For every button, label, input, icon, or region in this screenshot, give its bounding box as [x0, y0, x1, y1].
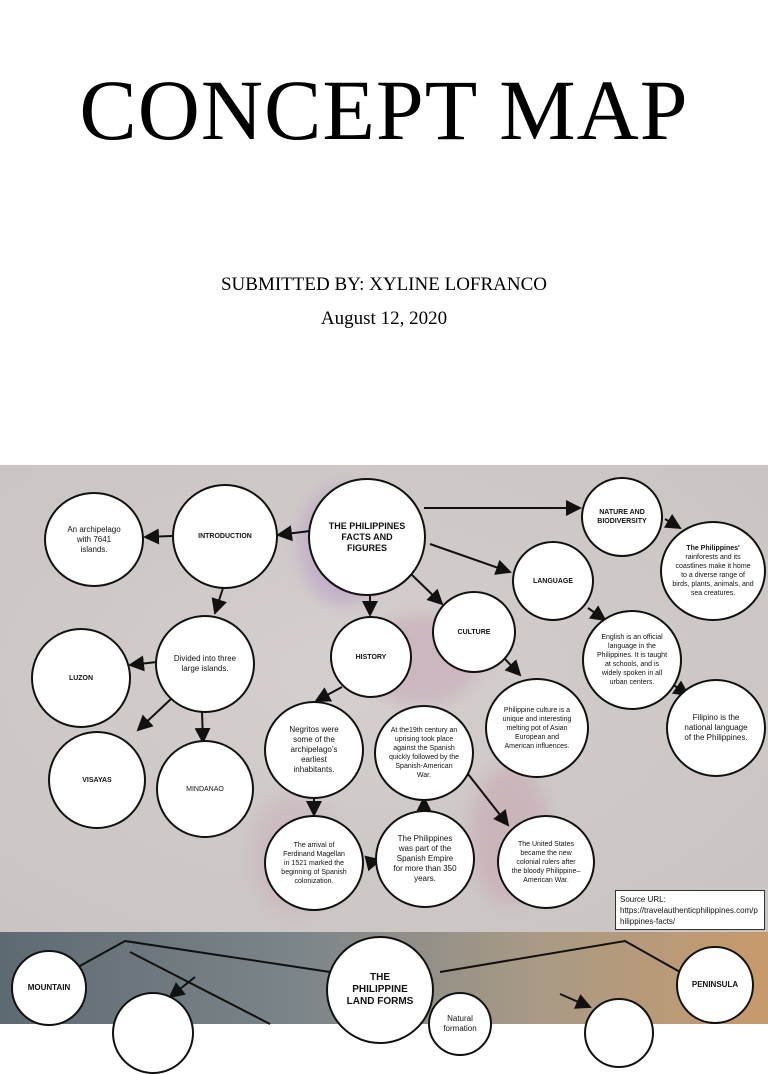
archipelago-node: An archipelago with 7641 islands.: [44, 492, 144, 587]
mountain-node: MOUNTAIN: [11, 950, 87, 1026]
land-forms-child-node: [584, 998, 654, 1068]
source-url[interactable]: https://travelauthenticphilippines.com/philippines-facts/: [620, 906, 758, 926]
land-forms-center-node: THE PHILIPPINE LAND FORMS: [326, 936, 434, 1044]
culture-node: CULTURE: [432, 591, 516, 673]
submission-date: August 12, 2020: [320, 308, 448, 329]
introduction-node: INTRODUCTION: [172, 484, 278, 589]
english-node: English is an official language in the Philippines. It is taught at schools, and is widely spoken in all urban centers.: [582, 610, 682, 710]
nature-biodiversity-node: NATURE AND BIODIVERSITY: [581, 477, 663, 557]
rainforests-node: The Philippines' rainforests and its coastlines make it home to a diverse range of birds, plants, animals, and sea creatures.: [660, 521, 766, 621]
source-label: Source URL:: [620, 895, 666, 904]
land-forms-panel: [0, 932, 768, 1033]
filipino-node: Filipino is the national language of the Philippines.: [666, 679, 766, 777]
spanish-empire-node: The Philippines was part of the Spanish Empire for more than 350 years.: [375, 810, 475, 908]
divided-islands-node: Divided into three large islands.: [155, 615, 255, 713]
source-url-box: [615, 890, 765, 930]
uprising-node: At the19th century an uprising took place against the Spanish quickly followed by the Spanish-American War.: [374, 705, 474, 801]
center-topic-node: THE PHILIPPINES FACTS AND FIGURES: [308, 478, 426, 596]
magellan-node: The arrival of Ferdinand Magellan in 1521 marked the beginning of Spanish colonization.: [264, 815, 364, 911]
history-node: HISTORY: [330, 616, 412, 698]
submitted-by: SUBMITTED BY: XYLINE LOFRANCO: [220, 274, 547, 295]
land-forms-child-node: [112, 992, 194, 1074]
united-states-node: The United States became the new colonial rulers after the bloody Philippine–American War.: [497, 815, 595, 909]
visayas-node: VISAYAS: [48, 731, 146, 829]
natural-formation-node: Natural formation: [428, 992, 492, 1056]
language-node: LANGUAGE: [512, 541, 594, 621]
luzon-node: LUZON: [31, 628, 131, 728]
page-title: CONCEPT MAP: [79, 62, 689, 158]
negritos-node: Negritos were some of the archipelago’s earliest inhabitants.: [264, 701, 364, 799]
mindanao-node: MINDANAO: [156, 740, 254, 838]
culture-description-node: Philippine culture is a unique and interesting melting pot of Asian European and American influences.: [485, 678, 589, 778]
concept-map-panel: [0, 465, 768, 932]
peninsula-node: PENINSULA: [676, 946, 754, 1024]
